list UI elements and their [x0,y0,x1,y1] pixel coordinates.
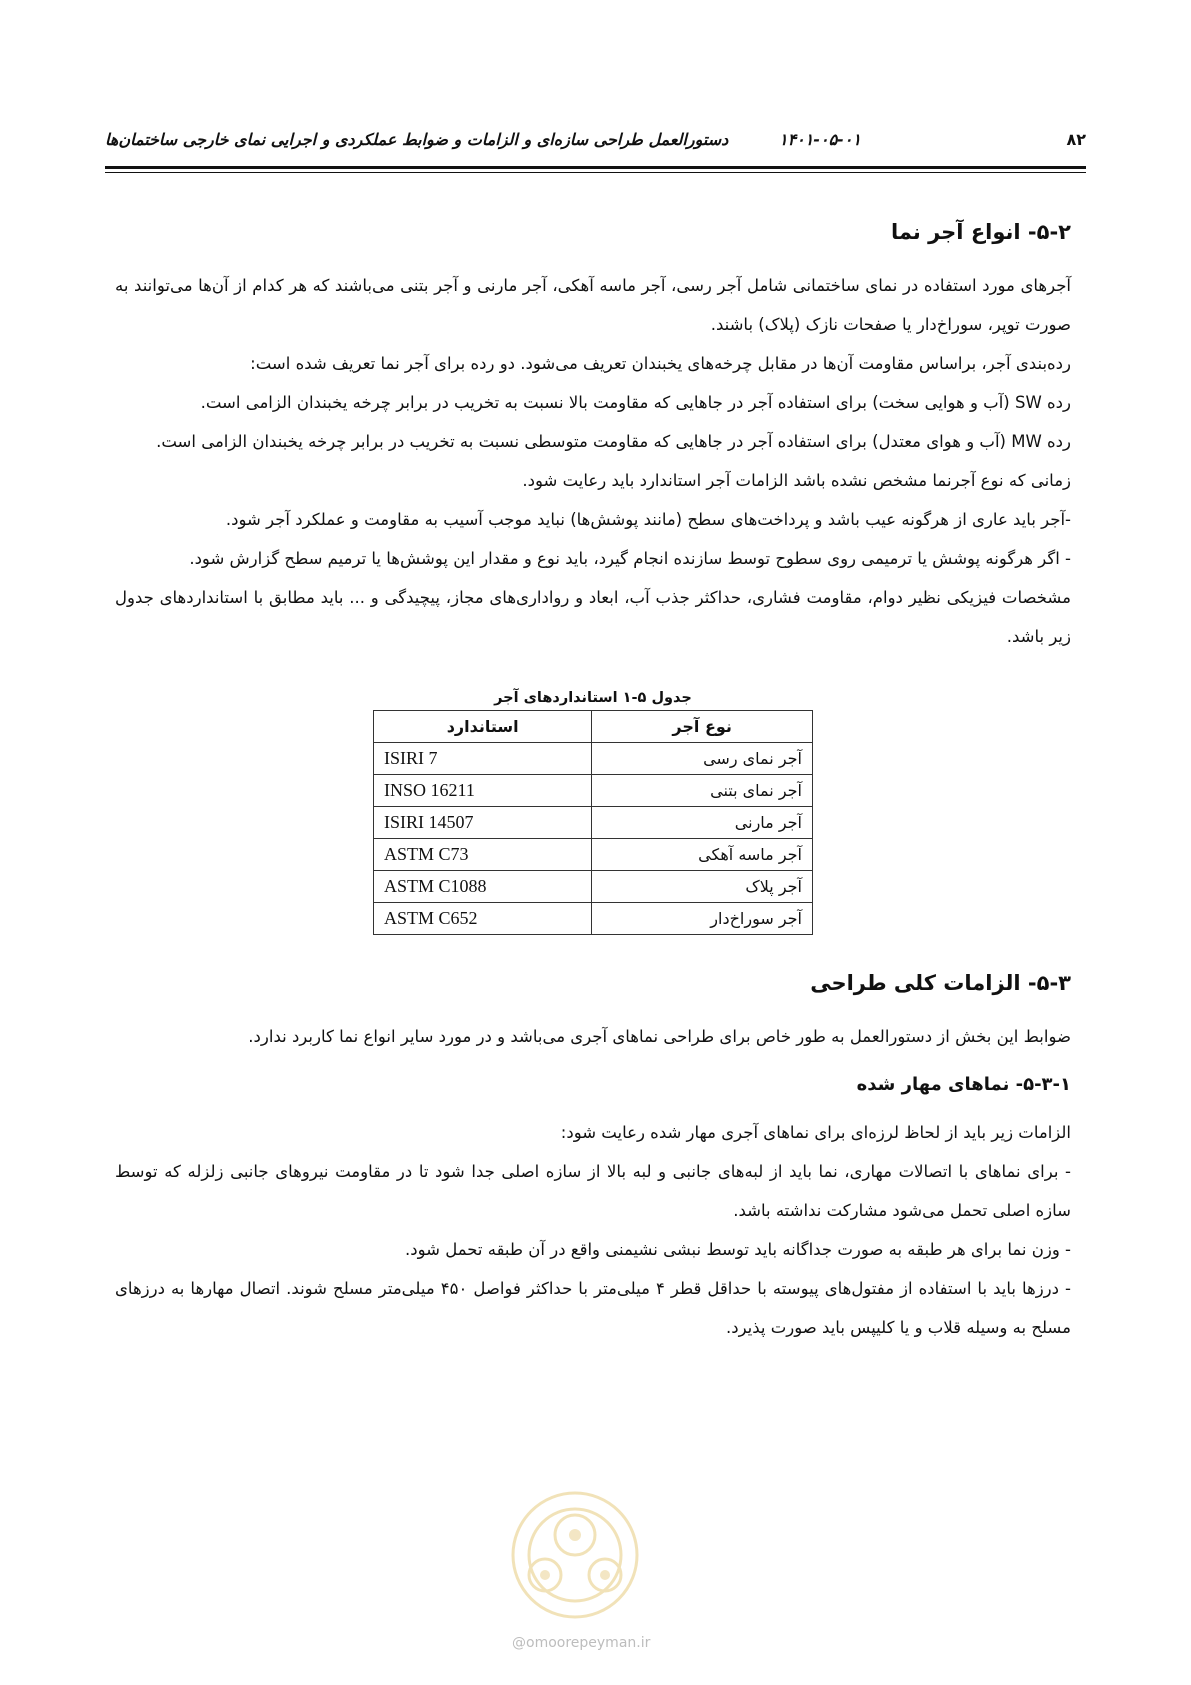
cell-type: آجر ماسه آهکی [592,839,813,871]
cell-standard: ISIRI 14507 [374,807,592,839]
paragraph: آجرهای مورد استفاده در نمای ساختمانی شامل آجر رسی، آجر ماسه آهکی، آجر مارنی و آجر بتنی می‌باشند که هر کدام از آن‌ها می‌توانند به صورت توپر، سوراخ‌دار یا صفحات نازک (پلاک) باشند. [115,276,1071,334]
watermark-text: @omoorepeyman.ir [512,1635,651,1651]
cell-standard: ASTM C73 [374,839,592,871]
table-row [374,903,813,935]
column-header-standard: استاندارد [374,711,592,743]
paragraph: رده MW (آب و هوای معتدل) برای استفاده آجر در جاهایی که مقاومت متوسطی نسبت به تخریب در برابر چرخه یخبندان الزامی است. [156,432,1071,451]
paragraph: مشخصات فیزیکی نظیر دوام، مقاومت فشاری، حداکثر جذب آب، ابعاد و رواداری‌های مجاز، پیچیدگی و ... باید مطابق با استانداردهای جدول زیر باشد. [115,588,1071,646]
page-body [115,198,1071,1347]
paragraph: - برای نماهای با اتصالات مهاری، نما باید از لبه‌های جانبی و لبه بالا از سازه اصلی جدا شود تا در مقاومت نیروهای جانبی زلزله که توسط سازه اصلی تحمل می‌شود مشارکت نداشته باشد. [115,1162,1071,1220]
header-rule-thin [105,172,1086,173]
section-heading-general-design: ۵-۳- الزامات کلی طراحی [810,971,1071,995]
paragraph: ضوابط این بخش از دستورالعمل به طور خاص برای طراحی نماهای آجری می‌باشد و در مورد سایر انواع نما کاربرد ندارد. [248,1027,1071,1046]
table-row [374,871,813,903]
header-title: دستورالعمل طراحی سازه‌ای و الزامات و ضوابط عملکردی و اجرایی نمای خارجی ساختمان‌ها [105,130,729,149]
paragraph: زمانی که نوع آجرنما مشخص نشده باشد الزامات آجر استاندارد باید رعایت شود. [522,471,1071,490]
cell-type: آجر نمای بتنی [592,775,813,807]
cell-standard: ISIRI 7 [374,743,592,775]
subsection-heading-anchored-facades: ۵-۳-۱- نماهای مهار شده [856,1074,1071,1095]
paragraph: - اگر هرگونه پوشش یا ترمیمی روی سطوح توسط سازنده انجام گیرد، باید نوع و مقدار این پوشش‌ها یا ترمیم سطح گزارش شود. [189,549,1071,568]
header-date: ۱۴۰۱-۰۵-۰۱ [778,130,861,149]
paragraph: - وزن نما برای هر طبقه به صورت جداگانه باید توسط نبشی نشیمنی واقع در آن طبقه تحمل شود. [405,1240,1071,1259]
page-header [105,130,1086,160]
cell-standard: INSO 16211 [374,775,592,807]
table-row [374,743,813,775]
cell-type: آجر مارنی [592,807,813,839]
paragraph: - درزها باید با استفاده از مفتول‌های پیوسته با حداقل قطر ۴ میلی‌متر با حداکثر فواصل ۴۵۰ میلی‌متر مسلح شوند. اتصال مهارها به درزهای مسلح به وسیله قلاب و یا کلیپس باید صورت پذیرد. [115,1279,1071,1337]
table-row [374,775,813,807]
table-row [374,807,813,839]
cell-type: آجر پلاک [592,871,813,903]
header-rule-thick [105,166,1086,169]
section-heading-brick-types: ۵-۲- انواع آجر نما [890,220,1071,244]
table-header-row [374,711,813,743]
cell-type: آجر نمای رسی [592,743,813,775]
cell-standard: ASTM C652 [374,903,592,935]
brick-standards-table [373,710,813,935]
page-number: ۸۲ [1066,130,1086,149]
paragraph: رده‌بندی آجر، براساس مقاومت آن‌ها در مقابل چرخه‌های یخبندان تعریف می‌شود. دو رده برای آجر نما تعریف شده است: [250,354,1071,373]
cell-standard: ASTM C1088 [374,871,592,903]
table-row [374,839,813,871]
paragraph: -آجر باید عاری از هرگونه عیب باشد و پرداخت‌های سطح (مانند پوشش‌ها) نباید موجب آسیب به مقاومت و عملکرد آجر شود. [225,510,1071,529]
column-header-type: نوع آجر [592,711,813,743]
cell-type: آجر سوراخ‌دار [592,903,813,935]
seal-logo-icon [500,1480,650,1630]
table-caption: جدول ۵-۱ استانداردهای آجر [494,690,692,706]
paragraph: الزامات زیر باید از لحاظ لرزه‌ای برای نماهای آجری مهار شده رعایت شود: [560,1123,1071,1142]
paragraph: رده SW (آب و هوایی سخت) برای استفاده آجر در جاهایی که مقاومت بالا نسبت به تخریب در برابر چرخه یخبندان الزامی است. [200,393,1071,412]
